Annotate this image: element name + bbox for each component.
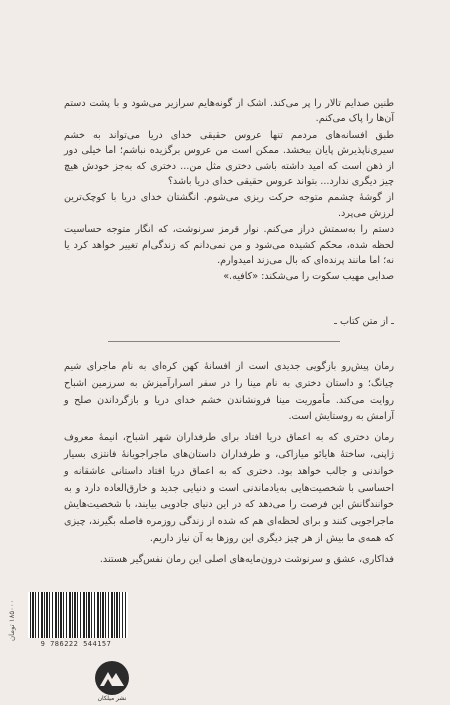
blurb-paragraph: فداکاری، عشق و سرنوشت درون‌مایه‌های اصلی این رمان نفس‌گیر هستند. — [99, 553, 394, 565]
excerpt-paragraph: طبق افسانه‌های مردمم تنها عروس حقیقی خدای دریا می‌تواند به خشم سیری‌ناپذیرش پایان ببخشد. ممکن است من عروس برگزیده نباشم؛ اما خیلی دور از ذهن است که امید داشته باشی دختری مثل من... دختری که به‌جز خودش هیچ چیز دیگری ندارد... بتواند عروس حقیقی خدای دریا باشد؟ — [64, 129, 394, 188]
book-blurb — [64, 359, 394, 569]
publisher-logo-icon — [90, 658, 134, 698]
publisher-logo-label: نشر میلکان — [97, 695, 127, 702]
blurb-paragraph: رمان پیش‌رو بازگویی جدیدی است از افسانهٔ کهن کره‌ای به نام ماجرای شیم چیانگ؛ و داستان دختری به نام مینا را در سفر اسرارآمیزش به سرزمین اشباح روایت می‌کند. مأموریت مینا فرونشاندن خشم خدای دریا و بازگرداندن صلح و آرامش به روستایش است. — [64, 361, 394, 423]
book-excerpt — [64, 96, 394, 285]
blurb-paragraph: رمان دختری که به اعماق دریا افتاد برای طرفداران شهر اشباح، انیمهٔ معروف ژاپنی، ساختهٔ هایائو میازاکی، و طرفداران داستان‌های ماجراجویانهٔ فانتزی بسیار خواندنی و جالب خواهد بود. دختری که به اعماق دریا افتاد داستانی عاشقانه و احساسی با شخصیت‌هایی به‌یادماندنی است و دنیایی جدید و خارق‌العاده دارد و به خوانندگانش این فرصت را می‌دهد که در این دنیای جادویی بیایند، با شخصیت‌هایش ماجراجویی کنند و برای لحظه‌ای هم که شده از زندگی روزمره فاصله بگیرند، چیزی که همه‌ی ما بیش از هر چیز دیگری این روزها به آن نیاز داریم. — [64, 432, 394, 544]
excerpt-paragraph: از گوشهٔ چشمم متوجه حرکت ریزی می‌شوم. انگشتان خدای دریا با کوچک‌ترین لرزش می‌پرد. — [64, 192, 394, 219]
barcode-number: 9 786222 544157 — [40, 640, 112, 648]
excerpt-paragraph: صدایی مهیب سکوت را می‌شکند: «کافیه.» — [223, 271, 394, 283]
isbn-barcode — [28, 592, 124, 656]
section-divider — [108, 341, 340, 342]
excerpt-paragraph: دستم را به‌سمتش دراز می‌کنم. نوار قرمز سرنوشت، که انگار متوجه حساسیت لحظه شده، محکم کشیده می‌شود و من نمی‌دانم که زندگی‌ام تغییر خواهد کرد یا نه؛ اما مانند پرنده‌ای که بال می‌زند امیدوارم. — [64, 224, 394, 267]
barcode-bars — [28, 592, 128, 638]
excerpt-paragraph: طنین صدایم تالار را پر می‌کند. اشک از گونه‌هایم سرازیر می‌شود و با پشت دستم آن‌ها را پاک می‌کنم. — [64, 98, 394, 125]
price-label: ۱۸۵۰۰۰ تومان — [8, 600, 16, 642]
excerpt-source: ـ از متن کتاب ـ — [334, 316, 394, 327]
